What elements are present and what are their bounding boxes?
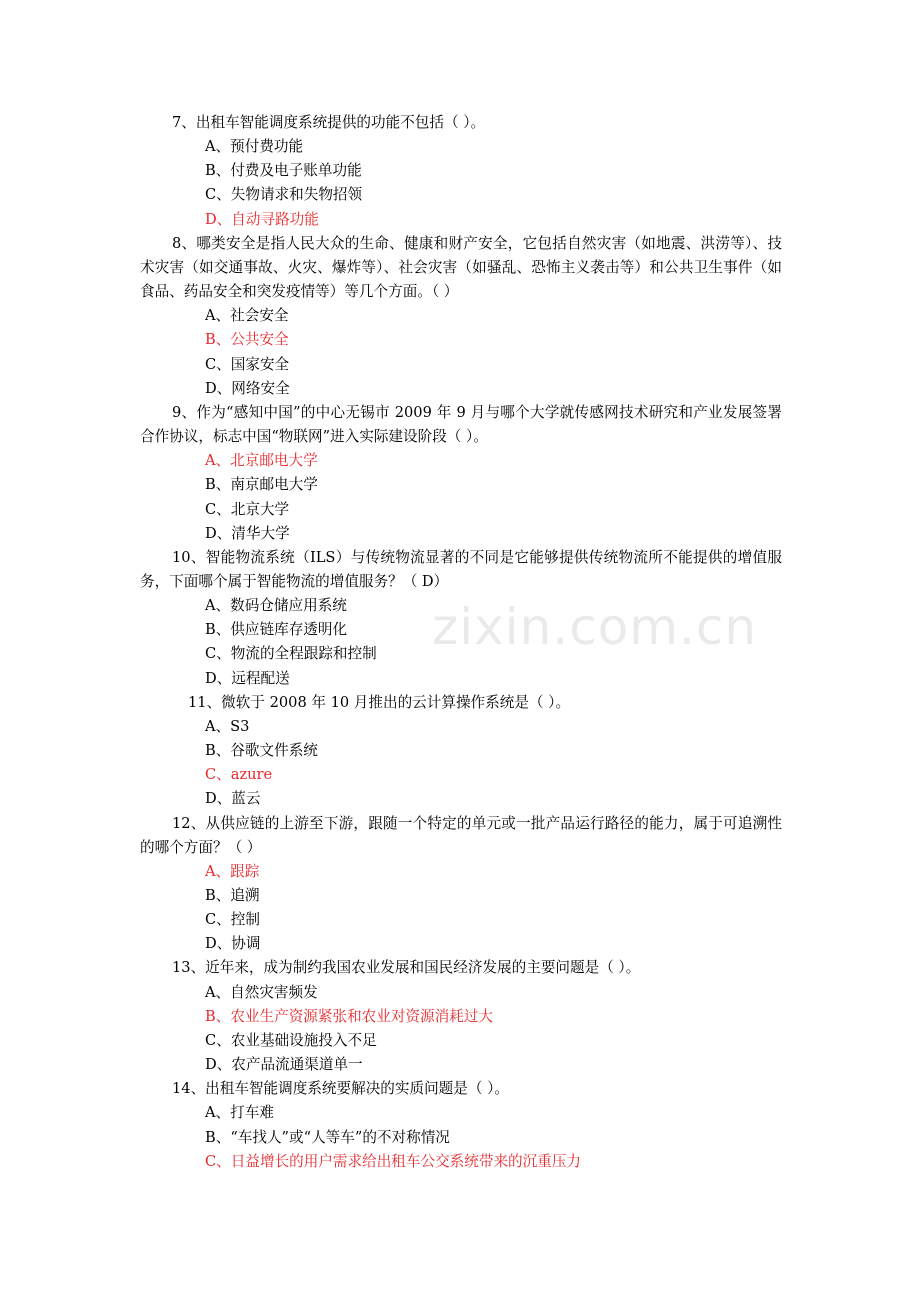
- answer-option: D、农产品流通渠道单一: [205, 1056, 363, 1074]
- answer-option: A、打车难: [205, 1104, 274, 1122]
- answer-option: A、预付费功能: [205, 138, 304, 156]
- answer-option: A、自然灾害频发: [205, 983, 318, 1001]
- answer-option: A、数码仓储应用系统: [205, 597, 347, 615]
- answer-option: D、远程配送: [205, 669, 290, 687]
- answer-option: B、追溯: [205, 887, 260, 904]
- answer-option: C、失物请求和失物招领: [205, 186, 363, 204]
- answer-option: A、S3: [205, 717, 250, 735]
- answer-option-correct: D、自动寻路功能: [205, 210, 319, 228]
- answer-option: D、协调: [205, 935, 261, 953]
- answer-option-correct: B、农业生产资源紧张和农业对资源消耗过大: [205, 1007, 494, 1025]
- question-text: 9、作为“感知中国”的中心无锡市 2009 年 9 月与哪个大学就传感网技术研究和产业发展签署合作协议，标志中国“物联网”进入实际建设阶段（ ）。: [140, 403, 782, 446]
- answer-option: D、清华大学: [205, 524, 290, 542]
- answer-option-correct: A、北京邮电大学: [205, 452, 318, 470]
- answer-option: A、社会安全: [205, 307, 289, 325]
- answer-option: D、蓝云: [205, 790, 261, 808]
- answer-option: B、付费及电子账单功能: [205, 162, 362, 180]
- answer-option-correct: C、日益增长的用户需求给出租车公交系统带来的沉重压力: [205, 1152, 582, 1170]
- answer-option: B、“车找人”或“人等车”的不对称情况: [205, 1128, 450, 1146]
- answer-option-correct: C、azure: [205, 766, 273, 784]
- question-text: 8、哪类安全是指人民大众的生命、健康和财产安全，它包括自然灾害（如地震、洪涝等）、技术灾害（如交通事故、火灾、爆炸等）、社会灾害（如骚乱、恐怖主义袭击等）和公共卫生事件（如食品、药品安全和突发疫情等）等几个方面。（ ）: [140, 234, 782, 301]
- answer-option: C、国家安全: [205, 355, 290, 373]
- answer-option: C、物流的全程跟踪和控制: [205, 645, 377, 663]
- watermark: zixin.com.cn: [432, 598, 758, 656]
- answer-option: D、网络安全: [205, 379, 290, 397]
- answer-option: B、供应链库存透明化: [205, 621, 348, 639]
- answer-option: C、北京大学: [205, 500, 290, 518]
- question-text: 12、从供应链的上游至下游，跟随一个特定的单元或一批产品运行路径的能力，属于可追溯性的哪个方面？（ ）: [140, 814, 782, 856]
- answer-option: C、农业基础设施投入不足: [205, 1031, 377, 1049]
- answer-option: B、南京邮电大学: [205, 476, 318, 494]
- answer-option: B、谷歌文件系统: [205, 742, 318, 760]
- question-list: [140, 111, 782, 1174]
- answer-option: C、控制: [205, 911, 260, 929]
- question-text: 7、出租车智能调度系统提供的功能不包括（ ）。: [172, 114, 486, 131]
- answer-option-correct: B、公共安全: [205, 331, 289, 349]
- question-text: 13、近年来，成为制约我国农业发展和国民经济发展的主要问题是（ ）。: [172, 959, 641, 977]
- question-text: 14、出租车智能调度系统要解决的实质问题是（ ）。: [172, 1080, 509, 1098]
- question-text: 10、智能物流系统（ILS）与传统物流显著的不同是它能够提供传统物流所不能提供的增值服务，下面哪个属于智能物流的增值服务？（ D）: [140, 548, 782, 590]
- answer-option-correct: A、跟踪: [205, 862, 260, 880]
- question-text: 11、微软于 2008 年 10 月推出的云计算操作系统是（ ）。: [188, 693, 571, 711]
